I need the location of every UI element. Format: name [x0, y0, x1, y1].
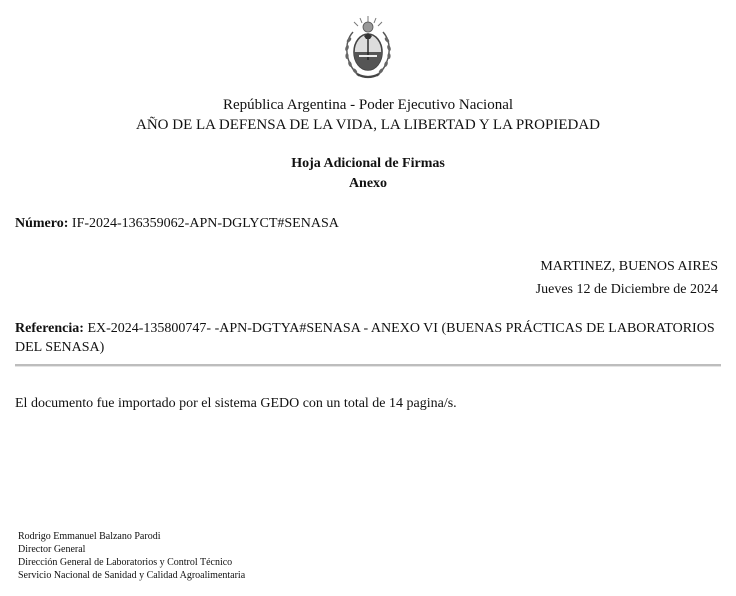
header-year-motto: AÑO DE LA DEFENSA DE LA VIDA, LA LIBERTAD Y LA PROPIEDAD: [135, 117, 600, 133]
body-text: El documento fue importado por el sistema GEDO con un total de 14 pagina/s.: [15, 396, 457, 411]
signature-block: [18, 530, 245, 582]
signer-department: Dirección General de Laboratorios y Control Técnico: [18, 557, 233, 568]
header-government: República Argentina - Poder Ejecutivo Nacional: [222, 97, 514, 113]
document-subtitle: Anexo: [348, 176, 388, 191]
signer-organization: Servicio Nacional de Sanidad y Calidad Agroalimentaria: [18, 570, 246, 581]
coat-of-arms-icon: [339, 14, 397, 84]
document-title: Hoja Adicional de Firmas: [291, 156, 445, 171]
signer-name: Rodrigo Emmanuel Balzano Parodi: [18, 531, 161, 542]
reference-value: EX-2024-135800747- -APN-DGTYA#SENASA - ANEXO VI (BUENAS PRÁCTICAS DE LABORATORIOS DEL SENASA): [15, 321, 715, 355]
document-number-value: IF-2024-136359062-APN-DGLYCT#SENASA: [71, 216, 339, 231]
divider: [15, 364, 721, 367]
document-place: MARTINEZ, BUENOS AIRES: [540, 259, 718, 274]
document-number: [15, 216, 339, 232]
reference-label: Referencia:: [15, 321, 84, 336]
signer-position: Director General: [18, 544, 86, 555]
document-date: Jueves 12 de Diciembre de 2024: [535, 282, 718, 297]
document-number-label: Número:: [15, 216, 69, 231]
reference: [15, 319, 715, 357]
